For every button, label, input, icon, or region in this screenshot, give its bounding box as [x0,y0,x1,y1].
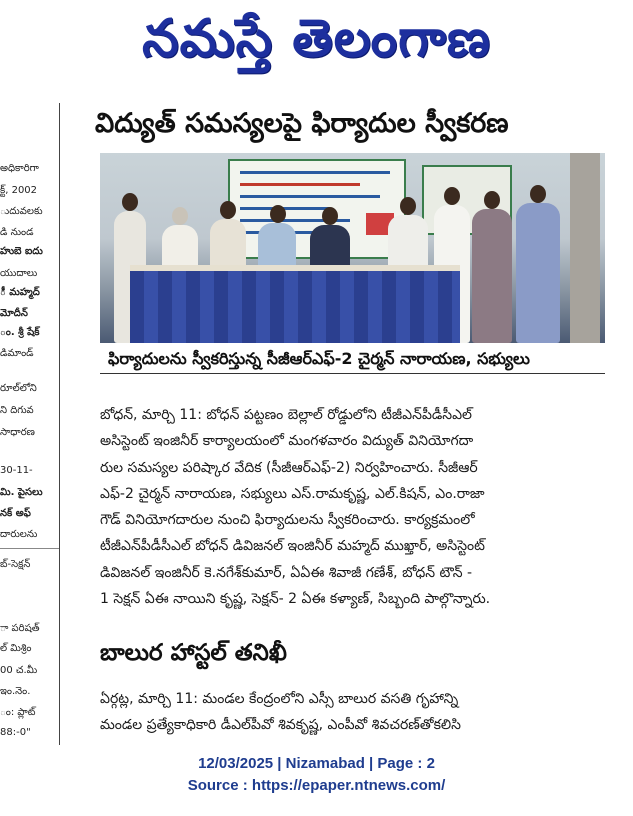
left-fragment: అధికారిగా [0,163,39,174]
article-body [100,402,610,612]
photo-pillar [570,153,600,343]
left-column-fragment [0,103,60,745]
page-footer [0,753,633,797]
left-fragment: ల్ మిశ్రిం [0,643,32,654]
left-fragment: క్ట్, 2002 [0,185,38,196]
left-fragment: సాధారణ [0,427,35,438]
left-fragment: డిమాండ్ [0,348,34,359]
article-body-line: బోధన్, మార్చి 11: బోధన్ పట్టణం బెల్లాల్ రోడ్డులోని టీజీఎన్‌పీడీసీఎల్ [100,407,472,423]
left-fragment: ం: ప్లాట్ [0,707,36,718]
article2-body-line: మండల ప్రత్యేకాధికారి డీఎల్‌పీవో శివకృష్ణ, ఎంపీవో శివచరణ్‌తోకలిసి [100,717,461,733]
article-photo [100,153,605,343]
article-body-line: గౌడ్ వినియోగదారుల నుంచి ఫిర్యాదులను స్వీకరించారు. కార్యక్రమంలో [100,512,475,529]
left-fragment: ం. శ్రీ షేక్ [0,327,40,338]
article2-body [100,686,610,738]
article-body-line: టీజీఎన్‌పీడీసీఎల్ బోధన్ డివిజనల్ ఇంజినీర్ మహ్మద్ ముఖ్తార్, అసిస్టెంట్ [100,538,485,555]
left-fragment: ని దిగువ [0,405,34,416]
article-body-line: అసిస్టెంట్ ఇంజినీర్ కార్యాలయంలో మంగళవారం విద్యుత్ వినియోగదా [100,433,474,450]
article-body-line: ఎఫ్-2 చైర్మన్ నారాయణ, సభ్యులు ఎస్.రామకృష్ణ, ఎల్.కిషన్, ఎం.రాజా [100,485,485,502]
left-fragment: రూల్‌లోని [0,383,37,394]
masthead-title: నమస్తే తెలంగాణ [142,8,491,69]
left-fragment: బ్-సెక్షన్ [0,559,31,570]
article2-headline: బాలుర హాస్టల్ తనిఖీ [100,640,287,666]
left-fragment: ఇం.నెం. [0,686,31,697]
article-headline: విద్యుత్ సమస్యలపై ఫిర్యాదుల స్వీకరణ [95,108,509,139]
footer-edition-info: 12/03/2025 | Nizamabad | Page : 2 [198,755,435,772]
left-column-rule [0,548,60,549]
left-fragment: హుబె ఐదు [0,246,43,257]
left-fragment: నక్ అఫ్ [0,508,31,519]
article-body-line: రుల సమస్యల పరిష్కార వేదిక (సీజీఆర్ఎఫ్-2) నిర్వహించారు. సీజీఆర్ [100,459,478,476]
article-body-line: డివిజనల్ ఇంజినీర్ కె.నగేశ్‌కుమార్, ఏఏఈ శివాజీ గణేశ్, బోధన్ టౌన్ - [100,564,473,581]
masthead [0,0,633,90]
left-fragment: 00 చ.మీ [0,665,38,676]
left-fragment: ుదువలకు [0,206,43,217]
photo-table [130,271,460,343]
footer-source-link[interactable]: Source : https://epaper.ntnews.com/ [187,777,446,794]
left-fragment: 88:-0" [0,727,31,738]
photo-caption: ఫిర్యాదులను స్వీకరిస్తున్న సీజీఆర్ఎఫ్-2 చైర్మన్ నారాయణ, సభ్యులు [100,346,605,374]
left-fragment: యుదాలు [0,268,38,279]
left-fragment: 30-11- [0,465,33,476]
left-fragment: దారులను [0,529,38,540]
article2-body-line: ఏర్గట్ల, మార్చి 11: మండల కేంద్రంలోని ఎస్సీ బాలుర వసతి గృహాన్ని [100,691,459,707]
left-fragment: మోదీన్ [0,308,28,319]
article-body-line: 1 సెక్షన్ ఏఈ నాయిని కృష్ణ, సెక్షన్- 2 ఏఈ కళ్యాణ్, సిబ్బంది పాల్గొన్నారు. [100,591,491,608]
left-fragment: ీ మహ్మద్ [0,287,40,298]
left-fragment: డి నుండ [0,227,34,238]
left-fragment: మి. పైసలు [0,487,43,498]
left-fragment: ా పరిషత్ [0,623,40,634]
